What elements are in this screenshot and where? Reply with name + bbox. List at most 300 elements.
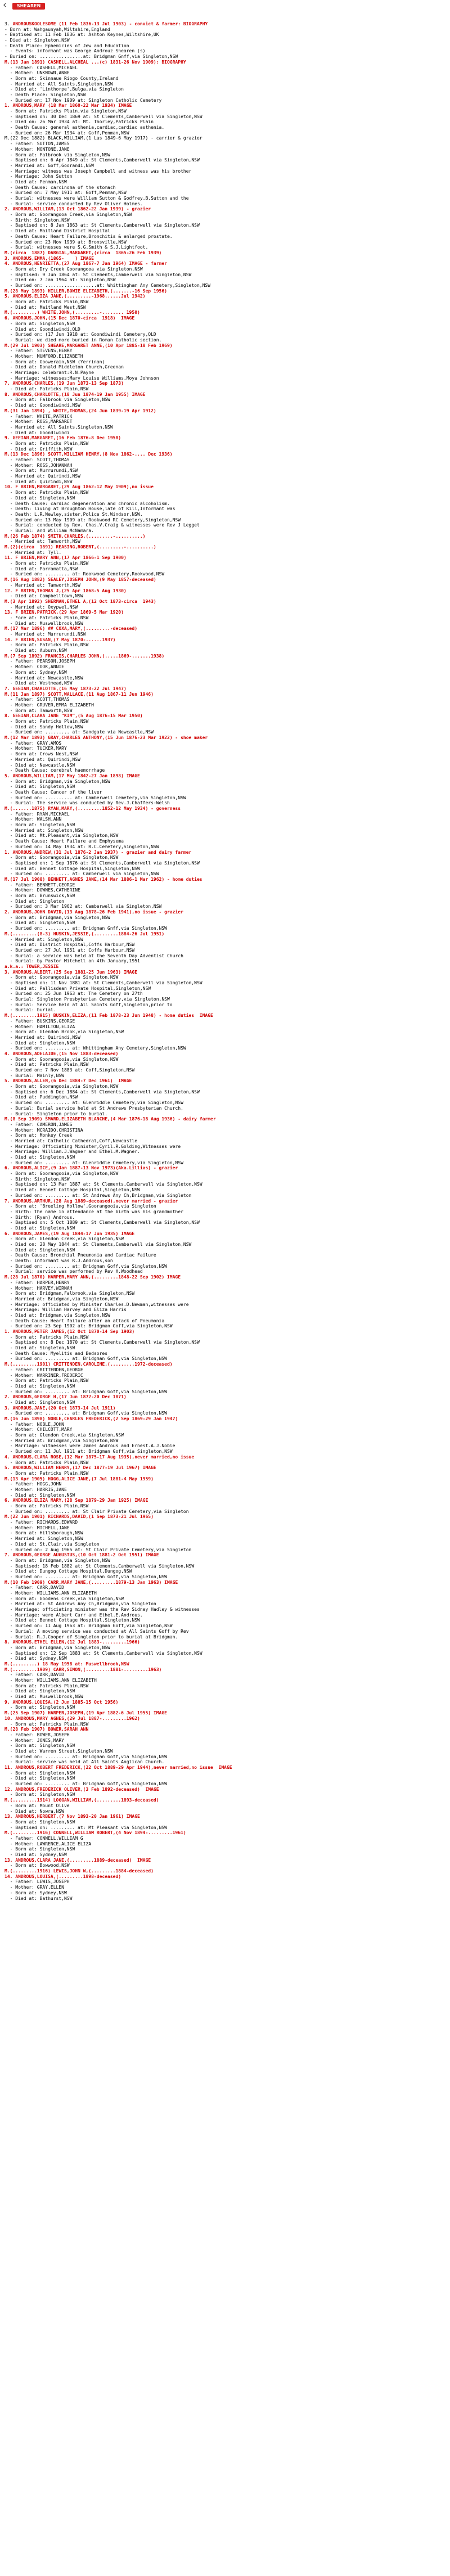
fact-text: - Death Place: Ephemicies of Jew and Education	[4, 43, 129, 48]
fact-text: - Born at: Bridgman,via Singleton,NSW	[4, 915, 110, 920]
spouse-name[interactable]: M.(26 Feb 1874) SMITH,CHARLES,(.........-..........)	[4, 533, 146, 539]
report-line	[4, 1743, 446, 1749]
person-name[interactable]: 3. ANDROUS,EMMA,(1865- ) IMAGE	[4, 255, 94, 261]
spouse-name[interactable]: M.(12 Mar 1893) GRAY,CHARLES ANTHONY,(15 Jun 1876-23 Mar 1922) - shoe maker	[4, 735, 208, 741]
fact-text: - Born at: Crows Nest,NSW	[4, 751, 78, 757]
fact-text: - Marriage: William Harvey and Eliza Harris	[4, 1307, 127, 1313]
fact-text: - Mother: TUCKER,MARY	[4, 746, 67, 751]
person-name[interactable]: 2. ANDROUS,JOHN DAVID,(13 Aug 1878-26 Feb 1941),no issue - grazier	[4, 909, 183, 915]
fact-text: - Born at: Falbrook via Singleton,NSW	[4, 397, 110, 403]
fact-text: - Died at: Goondiwindi,NSW	[4, 403, 80, 408]
fact-text: - Mother: MCRAIDO,CHRISTINA	[4, 1127, 83, 1133]
report-line	[4, 670, 446, 675]
report-line	[4, 157, 446, 163]
fact-text: - Father: WHITE,PATRICK	[4, 413, 73, 419]
report-line	[4, 65, 446, 71]
fact-text: - Married at: Tamworth,NSW	[4, 582, 80, 588]
report-line	[4, 1798, 446, 1803]
report-line	[4, 76, 446, 82]
spouse-name[interactable]: M.(.........(8-3) HUSKIN,JESSIE,(.........1884-26 Jul 1951)	[4, 931, 165, 936]
fact-text: - Buried on: ......... at: Whittingham Any Cemetery,Singleton,NSW	[4, 1046, 186, 1051]
person-name[interactable]: 1. ANDROUS,ANDREW,(31 Jul 1876-2 Jan 1937) - grazier and dairy farmer	[4, 849, 192, 855]
report-line	[4, 1051, 446, 1057]
report-line	[4, 228, 446, 234]
report-line	[4, 1019, 446, 1024]
fact-text: - Buried on: ......... at: Camberwell via Singleton,NSW	[4, 871, 159, 877]
report-line	[4, 1394, 446, 1400]
fact-text: - Died at: Muswellbrook,NSW	[4, 620, 83, 626]
fact-text: - Burial: Burial service held at St Andrews Presbyterian Church,	[4, 1105, 183, 1111]
fact-text: - Born at: Goorangooia,via Singleton,NSW	[4, 1056, 119, 1062]
report-line	[4, 1116, 446, 1122]
fact-text: - Mother: JONES,MARY	[4, 1737, 64, 1743]
spouse-name[interactable]: M.(10 Feb 1909) CARR,MARY JANE,(.........1879-13 Jan 1963) IMAGE	[4, 1579, 178, 1585]
fact-text: - Born at: Hillsborough,NSW	[4, 1530, 83, 1536]
person-name[interactable]: 8. ANDROUS,CHARLOTTE,(18 Jun 1874-19 Jan 1955) IMAGE	[4, 391, 146, 397]
report-line	[4, 1885, 446, 1890]
spouse-name[interactable]: M.(28 May 1893) HILLER,BOWIE ELIZABETH,(.......-16 Sep 1956)	[4, 288, 167, 294]
report-line	[4, 343, 446, 349]
spouse-name[interactable]: M.(.......1875) RYAN,MARY,(.........1852-12 May 1934) - governess	[4, 806, 181, 811]
report-line	[4, 272, 446, 278]
fact-text: - Died at: Donald Middleton Church,Greenan	[4, 364, 124, 370]
report-line	[4, 948, 446, 953]
report-line	[4, 1144, 446, 1150]
fact-text: - Died at: Singleton,NSW	[4, 1040, 75, 1046]
person-name[interactable]: 5. ANDROUS,ELIZA JANE,(.........-1968......Jul 1942)	[4, 294, 146, 299]
spouse-name[interactable]: M.(.........) 18 May 1958 at: Muswellbrook,NSW	[4, 1661, 129, 1667]
fact-text: - Burial: Singleton Presbyterian Cemetery,via Singleton,NSW	[4, 997, 170, 1002]
report-line	[4, 1738, 446, 1744]
fact-text: - Mother: GRUVER,EMMA ELIZABETH	[4, 702, 94, 708]
report-line	[4, 1509, 446, 1515]
fact-text: - Father: SCOTT,THOMAS	[4, 457, 70, 462]
report-line	[4, 964, 446, 970]
fact-text: - Buried on: 23 Sep 1902 at: Bridgman Goff,via Singleton,NSW	[4, 1323, 173, 1329]
report-line	[4, 1580, 446, 1586]
report-line	[4, 447, 446, 452]
spouse-name[interactable]: M.(circa 1887) DARGIAL,MARGARET,(circa 1865-26 Feb 1939)	[4, 250, 162, 255]
person-name[interactable]: 4. ANDROUS,ADELAIDE,(15 Nov 1883-deceased)	[4, 1051, 119, 1056]
report-line	[4, 784, 446, 790]
report-line	[4, 1335, 446, 1340]
line-number: 3.	[4, 21, 10, 26]
fact-text: - Buried on: 11 Jul 1911 at: Bridgman Goff,via Singleton,NSW	[4, 1449, 173, 1454]
report-line	[4, 114, 446, 120]
fact-text: - Buried on: ......... at: Bridgman Goff,via Singleton,NSW	[4, 1411, 167, 1416]
report-line	[4, 1613, 446, 1618]
report-line	[4, 381, 446, 386]
fact-text: - Death Cause: Heart failure after an attack of Pneumonia	[4, 1318, 165, 1323]
report-line	[4, 1111, 446, 1117]
report-line	[4, 1732, 446, 1738]
fact-text: - Death Place: Singleton,NSW	[4, 92, 86, 97]
person-name[interactable]: 7. ANDROUS,ARTHUR,(28 Aug 1889-deceased),never married - grazier	[4, 1198, 178, 1204]
arrow-left-icon[interactable]	[3, 3, 7, 7]
report-line	[4, 1471, 446, 1476]
person-name[interactable]: 9. ANDROUS,LOUISA,(2 Jun 1885-15 Oct 1956)	[4, 1699, 119, 1705]
person-name[interactable]: 6. ANDROUS,JOHN,(15 Dec 1870-circa 1918) IMAGE	[4, 316, 135, 321]
report-line	[4, 1095, 446, 1100]
spouse-name[interactable]: M.(.........1914) LOGGAN,WILLIAM,(.........1893-deceased)	[4, 1798, 159, 1803]
report-line	[4, 1329, 446, 1335]
person-name[interactable]: 7. GEEIAN,CHARLOTTE,(16 May 1873-22 Jul 1947)	[4, 686, 127, 691]
report-line	[4, 1378, 446, 1384]
fact-text: - Father: LEWIS,JOSEPH	[4, 1879, 70, 1885]
fact-text: - Born at: Goowerain,NSW (Yerrinan)	[4, 359, 105, 364]
report-line	[4, 212, 446, 218]
spouse-name[interactable]: a.k.a.: TOWER,JESSIE	[4, 963, 59, 969]
report-line	[4, 1607, 446, 1613]
fact-text: - Burial: Singleton prior to burial.	[4, 1111, 108, 1116]
report-line	[4, 692, 446, 697]
fact-text: - Buried on: ......... at: Bridgman Goff,via Singleton,NSW	[4, 1754, 167, 1759]
fact-text: - Baptised on: 6 Dec 1884 at: St Clements,Camberwell via Singleton,NSW	[4, 1089, 200, 1095]
fact-text: - Burial: service conducted by Rev Oliver Holmes.	[4, 201, 143, 206]
report-line	[4, 708, 446, 714]
report-line	[4, 800, 446, 806]
spouse-name[interactable]: M.(25 Sep 1907) HARPER,JOSEPH,(19 Apr 1882-6 Jul 1955) IMAGE	[4, 1710, 167, 1716]
fact-text: - Buried on: 17 Nov 1909 at: Singleton Catholic Cemetery	[4, 97, 162, 103]
report-line	[4, 1122, 446, 1128]
report-line	[4, 490, 446, 496]
spouse-name[interactable]: M.(13 Jan 1891) CASHELL,ALCHEAL ...(c) 1831-26 Nov 1909): BIOGRAPHY	[4, 59, 186, 65]
fact-text: - Death: informant was R.J.Androus,son	[4, 1258, 113, 1264]
fact-text: - Born at: Patricks Plain,NSW	[4, 1378, 89, 1384]
fact-text: - Baptised on: 8 Dec 1870 at: St Clements,Camberwell via Singleton,NSW	[4, 1340, 200, 1345]
report-line	[4, 555, 446, 561]
fact-text: - Died at: Bathurst,NSW	[4, 1895, 73, 1901]
fact-text: - Burial: Service held at All Saints Goff,Singleton,prior to	[4, 1002, 173, 1007]
report-line	[4, 1318, 446, 1324]
report-line	[4, 1574, 446, 1580]
fact-text: - Father: CASHELL,MICHAEL	[4, 65, 78, 70]
fact-text: - Father: SUTTON,JAMES	[4, 141, 70, 147]
fact-text: - Buried on: 13 May 1909 at: Rookwood RC Cemetery,Singleton,NSW	[4, 517, 181, 523]
report-line	[4, 1373, 446, 1379]
report-line	[4, 1177, 446, 1182]
report-line	[4, 206, 446, 212]
report-line	[4, 425, 446, 430]
spouse-name[interactable]: M.(3 Apr 1892) SHERMAN,ETHEL A,(12 Oct 1873-circa 1943)	[4, 598, 156, 604]
person-name[interactable]: 13. F BRIEN,PATRICK,(29 Apr 1869-5 Mar 1920)	[4, 610, 124, 615]
fact-text: - Buried on: 3 Mar 1962 at: Camberwell via Singleton,NSW	[4, 904, 162, 909]
person-name[interactable]: 3. ANDROUS,ALBERT,(25 Sep 1881-25 Jun 1963) IMAGE	[4, 969, 138, 975]
report-line	[4, 1503, 446, 1509]
report-line	[4, 1841, 446, 1847]
report-line	[4, 920, 446, 926]
fact-text: - Burial: R.J.Cooper of Singleton prior to burial at Bridgman.	[4, 1634, 178, 1640]
report-line	[4, 130, 446, 136]
spouse-name[interactable]: M.(31 Jan 1894) , WHITE,THOMAS,(24 Jun 1839-19 Apr 1912)	[4, 408, 156, 413]
person-name[interactable]: 2. ANDROUS,WILLIAM,(13 Oct 1862-22 Jan 1939) - grazier	[4, 206, 151, 212]
spouse-name[interactable]: M.(28 Jul 1870) HARPER,MARY ANN,(.........1848-22 Sep 1902) IMAGE	[4, 1275, 181, 1280]
report-line	[4, 1155, 446, 1160]
fact-text: - Burial: a service was held at the Seventh Day Adventist Church	[4, 953, 183, 958]
report-line	[4, 1710, 446, 1716]
fact-text: - Father: BENNETT,GEORGE	[4, 882, 75, 888]
person-name[interactable]: 1. ANDROUS,MARY (18 Mar 1860-22 Mar 1934) IMAGE	[4, 103, 132, 109]
report-line	[4, 1558, 446, 1564]
report-line	[4, 746, 446, 751]
fact-text: - Died at: Patricks Plain,NSW	[4, 386, 89, 392]
person-name[interactable]: 8. ANDROUS,ETHEL ELLEN,(12 Jul 1883-.........1966)	[4, 1640, 140, 1645]
report-line	[4, 468, 446, 474]
report-line	[4, 256, 446, 262]
report-line	[4, 48, 446, 54]
report-line	[4, 1498, 446, 1503]
report-line	[4, 1749, 446, 1754]
report-line	[4, 621, 446, 627]
report-line	[4, 1242, 446, 1248]
spouse-name[interactable]: M.(.........) WHITE,JOHN,(.........-........ 1950)	[4, 310, 140, 316]
report-line	[4, 1722, 446, 1727]
report-line	[4, 610, 446, 615]
fact-text: - Died at: Sydney,NSW	[4, 1852, 67, 1857]
report-line	[4, 659, 446, 664]
report-line	[4, 1422, 446, 1427]
spouse-name[interactable]: M.(29 Jul 1903) SHEARE,MARGARET ANNE,(10 Apr 1885-18 Feb 1969)	[4, 343, 173, 348]
fact-text: - Buried on: ......... at: Bridgman Goff,via Singleton,NSW	[4, 1781, 167, 1787]
report-line	[4, 1449, 446, 1454]
report-line	[4, 517, 446, 523]
fact-text: - Died at: Muswellbrook,NSW	[4, 1694, 83, 1700]
person-name[interactable]: 7. ANDROUS,GEORGE AUGUSTUS,(10 Oct 1881-2 Oct 1951) IMAGE	[4, 1552, 159, 1558]
report-line	[4, 877, 446, 882]
fact-text: - Died at: St.Clair,via Singleton	[4, 1541, 100, 1547]
fact-text: - Born at: Singleton,NSW	[4, 1705, 75, 1710]
report-line	[4, 713, 446, 719]
person-name[interactable]: 3. ANDROUS,JANE,(20 Oct 1873-14 Jul 1911)	[4, 1405, 116, 1411]
spouse-name[interactable]: M.(22 Jun 1901) RICHARDS,DAVID,(1 Sep 1873-21 Jul 1965)	[4, 1514, 154, 1520]
report-line	[4, 163, 446, 169]
report-line	[4, 1264, 446, 1269]
report-line	[4, 1296, 446, 1302]
fact-text: - Mother: HARVEY,WIRNAH	[4, 1285, 73, 1291]
fact-text: - Mother: ROSS,JOHANNAH	[4, 462, 73, 468]
person-name[interactable]: 10. F BRIEN,MARGARET,(29 Aug 1862-12 May 1909),no issue	[4, 484, 154, 490]
spouse-name[interactable]: M.(8 Sep 1909) SMARD,ELIZABETH BLANCHE,(4 Mar 1876-18 Aug 1936) - dairy farmer	[4, 1116, 216, 1122]
fact-text: - Buried on: 25 Jun 1963 at: The Cemetery on 27th	[4, 991, 143, 997]
spouse-name[interactable]: M.(16 Jun 1898) NOBLE,CHARLES FREDERICK,(2 Sep 1869-29 Jan 1947)	[4, 1416, 178, 1421]
report-line	[4, 757, 446, 763]
fact-text: - Marriage: Officiating Minister,Cyril.R.Golding,Witnesses were	[4, 1143, 181, 1149]
fact-text: - Mother: COOK,ANNIE	[4, 664, 64, 670]
person-name[interactable]: 1. ANDROUS,PETER JAMES,(12 Oct 1870-14 Sep 1903)	[4, 1329, 135, 1334]
person-name[interactable]: 6. ANDROUS,JAMES,(19 Aug 1844-17 Jun 1935) IMAGE	[4, 1231, 135, 1236]
report-line	[4, 87, 446, 92]
fact-text: - Buried on: 14 May 1934 at: R.C.Cemetery,Singleton,NSW	[4, 844, 159, 849]
report-line	[4, 1803, 446, 1809]
person-name[interactable]: 5. ANDROUS,WILLIAM,(17 May 1842-27 Jan 1898) IMAGE	[4, 773, 140, 778]
family-name-badge[interactable]: SHEAREN	[12, 3, 45, 10]
report-line	[4, 419, 446, 425]
report-line	[4, 806, 446, 812]
report-line	[4, 550, 446, 556]
report-line	[4, 773, 446, 779]
fact-text: - Buried on: 26 Mar 1934 at: Goff,Penman,NSW	[4, 130, 129, 136]
person-name[interactable]: 7. ANDROUS,CHARLES,(19 Jun 1873-13 Sep 1873)	[4, 381, 124, 386]
report-line	[4, 70, 446, 76]
person-name[interactable]: 4. ANDROUS,CLARA ROSE,(12 Mar 1875-17 Aug 1935),never married,no issue	[4, 1454, 195, 1460]
person-name[interactable]: 11. ANDROUS,ROBERT FREDERICK,(22 Oct 1889-29 Apr 1944),never married,no issue IMAGE	[4, 1765, 232, 1770]
fact-text: - Died at: Singleton,NSW	[4, 1155, 75, 1160]
spouse-name[interactable]: M.(7 Sep 1892) FRANCIS,CHARLES JOHN,(.....1869-.......1938)	[4, 653, 165, 659]
fact-text: - Baptised on: 12 Sep 1883 at: St Clements,Camberwell via Singleton,NSW	[4, 1650, 202, 1656]
fact-text: - Buried on: 11 Aug 1963 at: Bridgman Goff,via Singleton,NSW	[4, 1623, 173, 1629]
report-line	[4, 1645, 446, 1651]
report-line	[4, 577, 446, 583]
fact-text: - Born at: Singleton,NSW	[4, 1743, 75, 1749]
report-line	[4, 844, 446, 850]
report-line	[4, 1481, 446, 1487]
spouse-name[interactable]: M.(17 Mar 1896) ## COXA,MARY,(.........-deceased)	[4, 626, 138, 632]
report-line	[4, 888, 446, 893]
fact-text: - Mother: WARRINER,FREDERIC	[4, 1372, 83, 1378]
fact-text: - Buried on: ......... at: Glenriddle Cemetery,via Singleton,NSW	[4, 1100, 183, 1106]
fact-text: - Born at: Bridgman,via Singleton,NSW	[4, 1557, 110, 1563]
fact-text: - Born at: Glendon Creek,via Singleton,NSW	[4, 1236, 124, 1242]
report-line	[4, 1280, 446, 1286]
fact-text: - Died at: Singleton,NSW	[4, 1345, 75, 1351]
report-line	[4, 1700, 446, 1705]
person-name[interactable]: 13. ANDROUS,CLARA JANE,(.........1889-deceased) IMAGE	[4, 1857, 151, 1863]
fact-text: - Father: GRAY,AMOS	[4, 740, 62, 746]
fact-text: - Marriage: celebrant:R.N.Payne	[4, 370, 94, 375]
report-line	[4, 729, 446, 735]
person-name[interactable]: 5. ANDROUS,WILLIAM HENRY,(17 Dec 1877-19 Jul 1967) IMAGE	[4, 1465, 156, 1471]
report-line	[4, 980, 446, 986]
report-line	[4, 1651, 446, 1656]
report-line	[4, 496, 446, 501]
report-line	[4, 60, 446, 65]
fact-text: - Married at: Quirindi,NSW	[4, 1034, 80, 1040]
fact-text: - Father: CRITTENDEN,GEORGE	[4, 1367, 83, 1372]
report-line	[4, 735, 446, 741]
fact-text: - Burial: conducted by Rev. Chas.V.Craig & witnesses were Rev J Legget	[4, 523, 200, 528]
spouse-name[interactable]: M.(.........1909) CARR,SIMON,(.........1881-.........1963)	[4, 1667, 162, 1672]
fact-text: - Died at: Singleton,NSW	[4, 920, 75, 926]
person-name[interactable]: 14. ANDROUS,LOUISA,(.........1898-deceased)	[4, 1874, 122, 1879]
spouse-name[interactable]: M.(.........1901) CRITTENDEN,CAROLINE,(.........1972-deceased)	[4, 1362, 173, 1367]
person-name[interactable]: 2. ANDROUS,GEORGE H,(17 Jun 1872-20 Dec 1871)	[4, 1394, 127, 1400]
report-line	[4, 179, 446, 185]
report-line	[4, 441, 446, 447]
report-line	[4, 1291, 446, 1296]
report-line	[4, 1514, 446, 1520]
fact-text: - Died at: Bennet Cottage Hospital,Singleton,NSW	[4, 1618, 140, 1623]
report-line	[4, 970, 446, 975]
report-line	[4, 942, 446, 948]
spouse-name[interactable]: M.(13 Dec 1896) SCOTT,WILLIAM HENRY,(8 Nov 1862-.... Dec 1936)	[4, 452, 173, 457]
report-line	[4, 506, 446, 512]
person-name[interactable]: 8. GEEIAN,CLARA JANE "KIM",(5 Aug 1876-15 Mar 1950)	[4, 713, 143, 719]
person-name[interactable]: ANDROUSKOOLESOME (11 Feb 1836-13 Jul 1903) - convict & farmer: BIOGRAPHY	[12, 21, 208, 26]
report-line	[4, 1672, 446, 1678]
report-line	[4, 937, 446, 943]
fact-text: - Died at: Patricks Plain,NSW	[4, 1062, 89, 1068]
report-line	[4, 1215, 446, 1221]
fact-text: - Father: RYAN,MICHAEL	[4, 811, 70, 817]
fact-text: - Father: CARR,DAVID	[4, 1585, 64, 1591]
person-name[interactable]: 14. F BRIEN,SUSAN,(7 May 1870-......1937)	[4, 637, 116, 642]
fact-text: - Mother: HARRIS,JANE	[4, 1487, 67, 1492]
fact-text: - Died at: Griffith,NSW	[4, 446, 73, 452]
spouse-name[interactable]: M.(2)(circa 1891) REASING,ROBERT,(.........-..........)	[4, 544, 156, 550]
fact-text: - Burial: and William McNamara.	[4, 528, 94, 533]
report-line	[4, 1367, 446, 1373]
person-name[interactable]: 11. F BRIEN,MARY ANN,(17 Apr 1866-1 Sep 1900)	[4, 555, 127, 561]
report-line	[4, 1629, 446, 1634]
fact-text: - Died at: Mt.Pleasant,via Singleton,NSW	[4, 833, 119, 839]
person-name[interactable]: 6. ANDROUS,ELIZA MARY,(28 Sep 1879-29 Jan 1925) IMAGE	[4, 1498, 148, 1503]
spouse-name[interactable]: M.(16 Aug 1882) SEALEY,JOSEPH JOHN,(9 May 1857-deceased)	[4, 577, 156, 583]
report-line	[4, 1046, 446, 1051]
fact-text: - Death: living at Broughton House,late of Kill,Informant was	[4, 506, 176, 512]
fact-text: - Died at: Warren Street,Singleton,NSW	[4, 1748, 113, 1754]
report-line	[4, 1226, 446, 1231]
person-name[interactable]: 10. ANDROUS,MARY AGNES,(29 Jul 1887-.........1962)	[4, 1715, 140, 1721]
person-name[interactable]: 6. ANDROUS,ALICE,(9 Jan 1887-13 Nov 1973)(Aka.Lillias) - grazier	[4, 1165, 178, 1171]
fact-text: - Born at: Bridgman,Falbrook,via Singleton,NSW	[4, 1291, 135, 1296]
fact-text: - Born at: Singleton,NSW	[4, 822, 75, 828]
fact-text: - Died at: Maitland District Hospital	[4, 228, 110, 234]
fact-text: - Died on: 26 Mar 1934 at: Mt. Thorley,Patricks Plain	[4, 119, 154, 125]
fact-text: - Died at: Quirindi,NSW	[4, 479, 73, 484]
spouse-name[interactable]: M.(11 Jan 1897) SCOTT,WALLACE,(11 Aug 1867-11 Jun 1946)	[4, 691, 154, 697]
fact-text: - Mother: GRAY,ELLEN	[4, 1885, 64, 1890]
fact-text: - Father: HOGG,JOHN	[4, 1481, 62, 1487]
report-line	[4, 408, 446, 414]
fact-text: - Died at: Westmead,NSW	[4, 681, 73, 686]
report-line	[4, 452, 446, 457]
fact-text: - Born at: Brunswick,NSW	[4, 893, 75, 898]
person-name[interactable]: 5. ANDROUS,ALLEN,(6 Dec 1884-7 Dec 1961) IMAGE	[4, 1078, 132, 1084]
fact-text: - Mother: ROSS,MARGARET	[4, 419, 73, 425]
spouse-name[interactable]: M.(28 Feb 1907) BOWER,SARAH ANN	[4, 1727, 89, 1732]
report-line	[4, 528, 446, 534]
report-line	[4, 790, 446, 795]
person-name[interactable]: 13. ANDROUS,HERBERT,(7 Nov 1893-20 Jan 1961) IMAGE	[4, 1814, 140, 1820]
person-name[interactable]: 9. GEEIAN,MARGARET,(16 Feb 1876-8 Dec 1958)	[4, 435, 122, 441]
fact-text: - Mother: HAMILTON,ELIZA	[4, 1024, 75, 1029]
person-name[interactable]: 12. F BRIEN,THOMAS J,(25 Apr 1868-5 Aug 1930)	[4, 588, 127, 593]
fact-text: - Born at: Singleton,NSW	[4, 1819, 75, 1825]
person-name[interactable]: 12. ANDROUS,FREDERICK OLIVER,(3 Feb 1892-deceased) IMAGE	[4, 1786, 159, 1792]
spouse-name[interactable]: M.(13 Apr 1905) HOGG,ALICE JANE,(7 Jul 1881-4 May 1959)	[4, 1476, 154, 1481]
spouse-name[interactable]: M.(17 Jul 1908) BENNETT,AGNES JANE,(14 Mar 1886-1 Mar 1962) - home duties	[4, 876, 202, 882]
spouse-name[interactable]: M.(.........1915) BUSKIN,ELIZA,(11 Feb 1878-23 Jun 1948) - home duties IMAGE	[4, 1013, 213, 1019]
report-line	[4, 1847, 446, 1852]
fact-text: - Born at: Goorangooia,via Singleton,NSW	[4, 1084, 119, 1089]
fact-text: - Born at: Singleton,NSW	[4, 321, 75, 326]
fact-text: - Married at: St Andrews Any Ch,Bridgman,via Singleton	[4, 1601, 156, 1607]
fact-text: - Born at: Bowwood,NSW	[4, 1863, 70, 1868]
spouse-name[interactable]: M.(.........1916) CONNELL,WILLIAM ROBERT,(4 Nov 1894-.........1961)	[4, 1830, 186, 1836]
report-line	[4, 654, 446, 659]
person-name[interactable]: 4. ANDROUS,HENRIETTA,(27 Aug 1867-7 Jan 1964) IMAGE - farmer	[4, 261, 167, 267]
report-line	[4, 871, 446, 877]
report-line	[4, 1694, 446, 1700]
fact-text: M.(22 Dec 1882) BLACK,WILLIAM,(1 Las 1849-6 May 1917) - carrier & grazier	[4, 136, 202, 141]
report-line	[4, 1569, 446, 1574]
report-line	[4, 332, 446, 337]
report-line	[4, 588, 446, 594]
fact-text: - Married at: Murrurundi,NSW	[4, 632, 86, 637]
fact-text: - Died at: Parramatta,NSW	[4, 566, 78, 571]
spouse-name[interactable]: M.(.........1916) LEWIS,JOHN W,(.........1884-deceased)	[4, 1868, 154, 1874]
report-line	[4, 32, 446, 38]
